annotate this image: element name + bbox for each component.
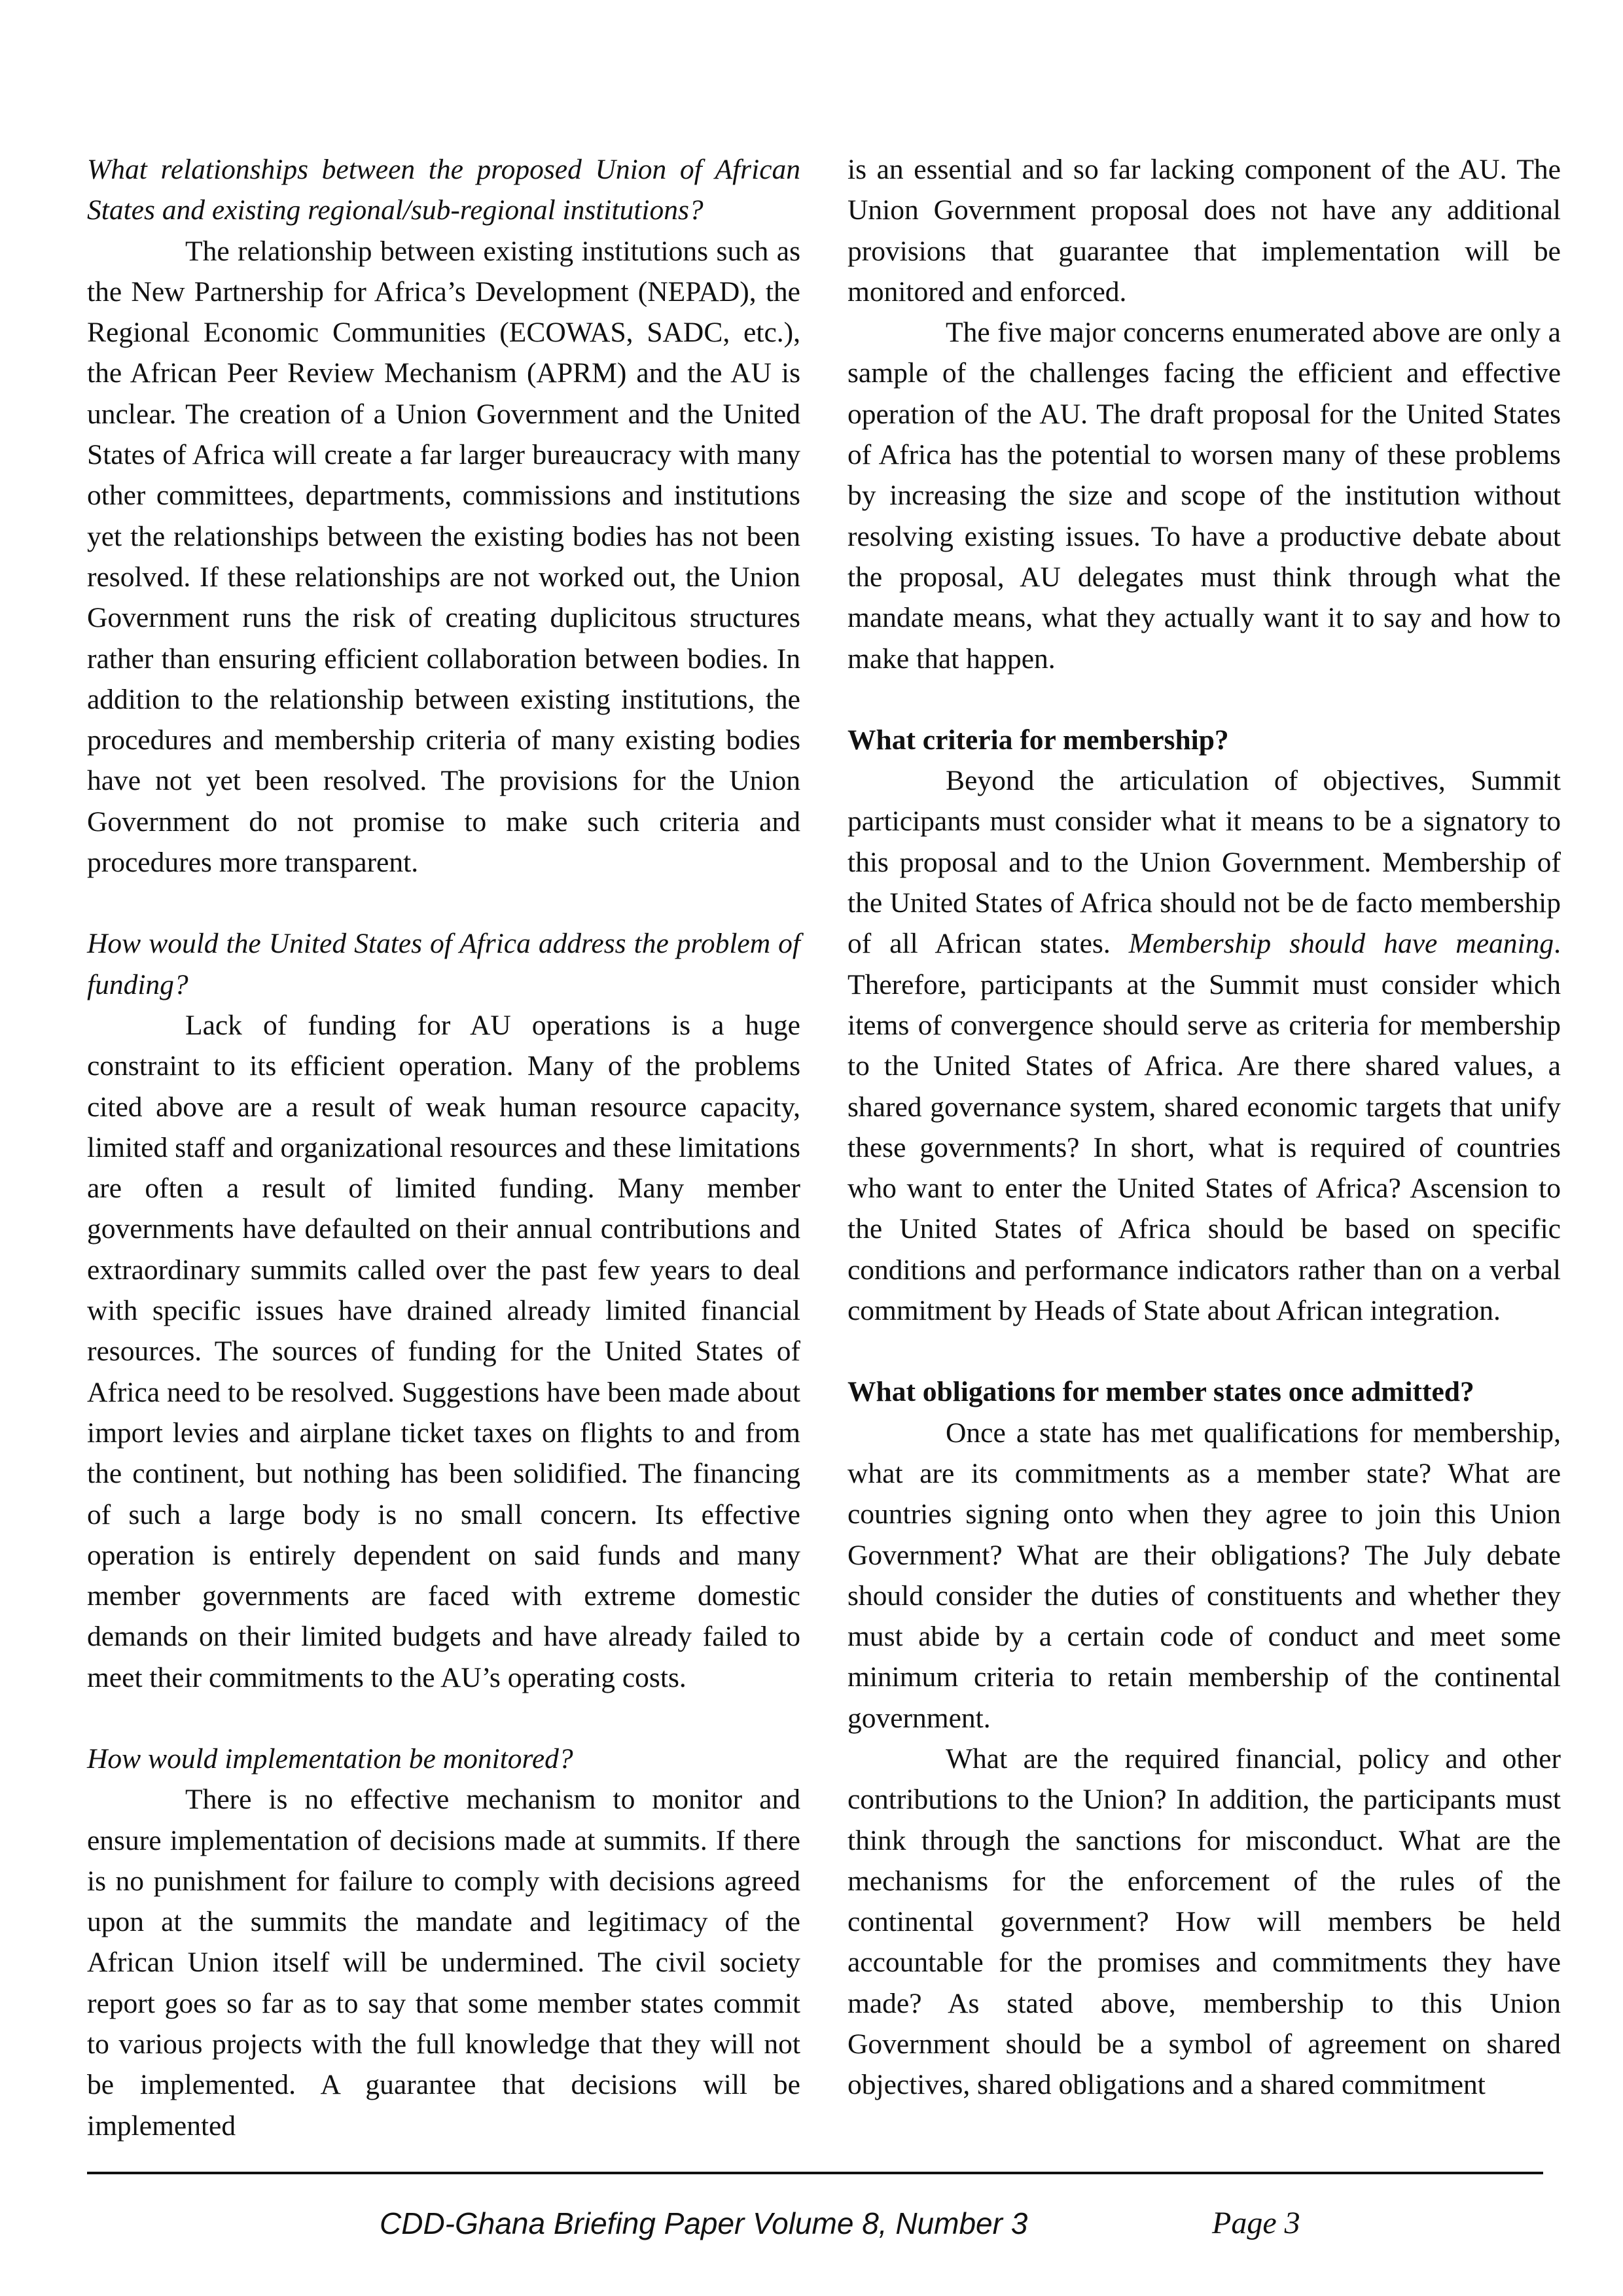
section-spacer (87, 1698, 800, 1739)
section-spacer (847, 679, 1561, 720)
right-column (847, 149, 1561, 2106)
paragraph-major-concerns: The five major concerns enumerated above are only a sample of the challenges facing the efficient and effective operation of the AU. The draft proposal for the United States of Africa has the potential to worsen many of these problems by increasing the size and scope of the institution without resolving existing issues. To have a productive debate about the proposal, AU delegates must think through what the mandate means, what they actually want it to say and how to make that happen. (847, 317, 1561, 675)
footer-divider (87, 2172, 1543, 2174)
footer-publication-title: CDD-Ghana Briefing Paper Volume 8, Number 3 (380, 2206, 1028, 2240)
section-heading-funding: How would the United States of Africa address the problem of funding? (87, 928, 800, 1000)
section-heading-relationships: What relationships between the proposed Union of African States and existing regional/sub-regional institutions? (87, 154, 800, 226)
membership-emphasis: Membership should have meaning (1128, 928, 1554, 960)
section-heading-membership-criteria: What criteria for membership? (847, 724, 1229, 756)
paragraph-member-obligations: Once a state has met qualifications for membership, what are its commitments as a member state? What are countries signing onto when they agree to join this Union Government? What are their obligations? The July debate should consider the duties of constituents and whether they must abide by a certain code of conduct and meet some minimum criteria to retain membership of the continental government. (847, 1417, 1561, 1734)
membership-text-part-1: Beyond the articulation of objectives, Summit participants must consider what it means to be a signatory to this proposal and to the Union Government. Membership of the United States of Africa should not be de facto membership of all African states. (847, 765, 1561, 960)
section-spacer (847, 1331, 1561, 1371)
paragraph-membership-criteria (847, 760, 1561, 1331)
paragraph-relationships: The relationship between existing institutions such as the New Partnership for Africa’s Development (NEPAD), the Regional Economic Communities (ECOWAS, SADC, etc.), the African Peer Review Mechanism (APRM) and the AU is unclear. The creation of a Union Government and the United States of Africa will create a far larger bureaucracy with many other committees, departments, commissions and institutions yet the relationships between the existing bodies has not been resolved. If these relationships are not worked out, the Union Government runs the risk of creating duplicitous structures rather than ensuring efficient collaboration between bodies. In addition to the relationship between existing institutions, the procedures and membership criteria of many existing bodies have not yet been resolved. The provisions for the Union Government do not promise to make such criteria and procedures more transparent. (87, 235, 800, 879)
section-heading-member-obligations: What obligations for member states once admitted? (847, 1376, 1474, 1408)
section-heading-implementation: How would implementation be monitored? (87, 1742, 573, 1775)
section-spacer (87, 883, 800, 923)
paragraph-funding: Lack of funding for AU operations is a huge constraint to its efficient operation. Many of the problems cited above are a result of weak human resource capacity, limited staff and organizational resources and these limitations are often a result of limited funding. Many member governments have defaulted on their annual contributions and extraordinary summits called over the past few years to deal with specific issues have drained already limited financial resources. The sources of funding for the United States of Africa need to be resolved. Suggestions have been made about import levies and airplane ticket taxes on flights to and from the continent, but nothing has been solidified. The financing of such a large body is no small concern. Its effective operation is entirely dependent on said funds and many member governments are faced with extreme domestic demands on their limited budgets and have already failed to meet their commitments to the AU’s operating costs. (87, 1009, 800, 1693)
paragraph-contributions: What are the required financial, policy and other contributions to the Union? In addition, the participants must think through the sanctions for misconduct. What are the mechanisms for the enforcement of the rules of the continental government? How will members be held accountable for the promises and commitments they have made? As stated above, membership to this Union Government should be a symbol of agreement on shared objectives, shared obligations and a shared commitment (847, 1742, 1561, 2101)
footer-page-number: Page 3 (1212, 2206, 1300, 2240)
membership-text-part-2: . Therefore, participants at the Summit must consider which items of convergence should serve as criteria for membership to the United States of Africa. Are there shared values, a shared governance system, shared economic targets that unify these governments? In short, what is required of countries who want to enter the United States of Africa? Ascension to the United States of Africa should be based on specific conditions and performance indicators rather than on a verbal commitment by Heads of State about African integration. (847, 928, 1561, 1327)
left-column (87, 149, 800, 2146)
paragraph-implementation: There is no effective mechanism to monitor and ensure implementation of decisions made at summits. If there is no punishment for failure to comply with decisions agreed upon at the summits the mandate and legitimacy of the African Union itself will be undermined. The civil society report goes so far as to say that some member states commit to various projects with the full knowledge that they will not be implemented. A guarantee that decisions will be implemented (87, 1784, 800, 2142)
paragraph-implementation-continued: is an essential and so far lacking component of the AU. The Union Government proposal does not have any additional provisions that guarantee that implementation will be monitored and enforced. (847, 154, 1561, 308)
